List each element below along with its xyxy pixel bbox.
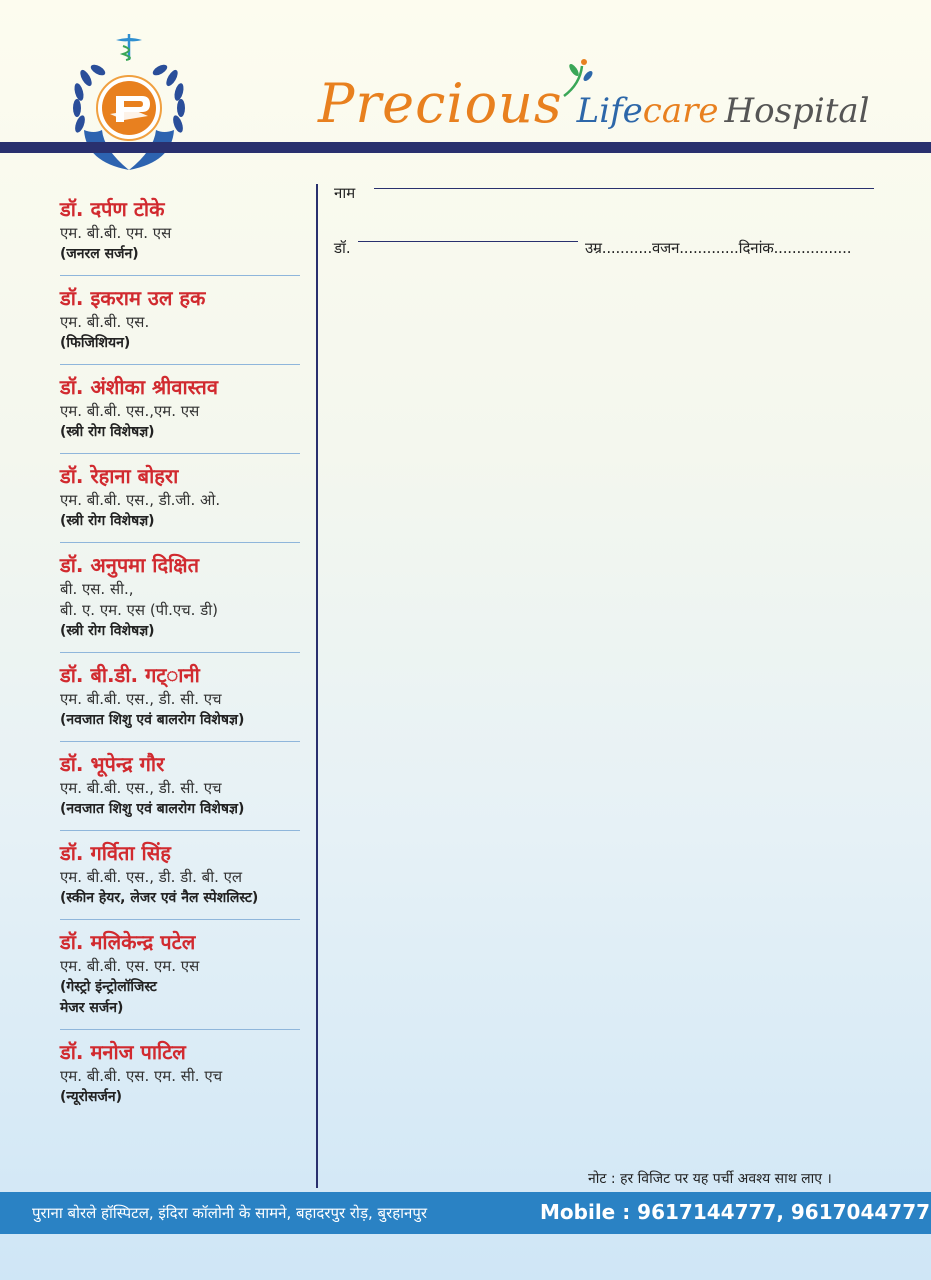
doctor-qualification: एम. बी.बी. एस.,एम. एस <box>60 402 200 420</box>
doctor-entry <box>60 839 300 920</box>
caduceus-icon <box>116 34 142 60</box>
brand-precious: Precious <box>318 72 563 135</box>
doctor-qualification: बी. एस. सी., <box>60 580 134 598</box>
patient-name-field[interactable] <box>374 188 874 189</box>
hospital-logo <box>64 30 194 175</box>
doctor-qualification: एम. बी.बी. एम. एस <box>60 224 172 242</box>
doctor-entry <box>60 373 300 454</box>
brand-hospital: Hospital <box>724 91 870 131</box>
doctor-entry <box>60 284 300 365</box>
doctor-entry <box>60 195 300 276</box>
doctor-qualification: एम. बी.बी. एस., डी. डी. बी. एल <box>60 868 243 886</box>
doctor-entry <box>60 750 300 831</box>
doctor-name: डॉ. अनुपमा दिक्षित <box>60 553 200 577</box>
doctor-qualification: बी. ए. एम. एस (पी.एच. डी) <box>60 601 218 619</box>
header-divider-bar <box>0 142 931 153</box>
footer-mobile: Mobile : 9617144777, 9617044777 <box>540 1200 931 1224</box>
doctor-name: डॉ. रेहाना बोहरा <box>60 464 179 488</box>
brand-life: Life <box>576 91 643 131</box>
doctor-name: डॉ. मनोज पाटिल <box>60 1040 186 1064</box>
patient-name-label: नाम <box>334 184 356 202</box>
footer-bar <box>0 1192 931 1234</box>
leaf-swirl-icon <box>560 58 596 98</box>
doctor-specialty: (स्त्री रोग विशेषज्ञ) <box>60 513 155 529</box>
doctor-specialty: (न्यूरोसर्जन) <box>60 1089 123 1105</box>
doctor-qualification: एम. बी.बी. एस., डी.जी. ओ. <box>60 491 221 509</box>
doctor-label: डॉ. <box>334 239 351 257</box>
doctor-specialty: (नवजात शिशु एवं बालरोग विशेषज्ञ) <box>60 712 245 728</box>
doctor-entry <box>60 462 300 543</box>
doctor-name: डॉ. बी.डी. गट्‌ानी <box>60 663 200 687</box>
vertical-divider <box>316 184 318 1188</box>
doctor-specialty: (गेस्ट्रो इंन्ट्रोलॉजिस्ट मेजर सर्जन) <box>60 979 157 1016</box>
doctor-entry <box>60 661 300 742</box>
age-weight-date-fields[interactable]: उम्र...........वजन.............दिनांक................. <box>585 239 852 257</box>
doctor-specialty: (स्कीन हेयर, लेजर एवं नैल स्पेशलिस्ट) <box>60 890 259 906</box>
doctor-name: डॉ. भूपेन्द्र गौर <box>60 752 165 776</box>
visit-note: नोट : हर विजिट पर यह पर्ची अवश्य साथ लाए । <box>588 1171 832 1187</box>
footer-address: पुराना बोरले हॉस्पिटल, इंदिरा कॉलोनी के सामने, बहादरपुर रोड़, बुरहानपुर <box>32 1204 428 1222</box>
doctor-qualification: एम. बी.बी. एस. <box>60 313 150 331</box>
doctor-specialty: (स्त्री रोग विशेषज्ञ) <box>60 424 155 440</box>
brand-care: care <box>642 91 719 131</box>
doctor-entry <box>60 928 300 1030</box>
doctor-specialty: (नवजात शिशु एवं बालरोग विशेषज्ञ) <box>60 801 245 817</box>
doctor-qualification: एम. बी.बी. एस., डी. सी. एच <box>60 690 222 708</box>
doctor-name: डॉ. इकराम उल हक <box>60 286 206 310</box>
doctors-list <box>60 195 300 1126</box>
doctor-qualification: एम. बी.बी. एस. एम. एस <box>60 957 200 975</box>
doctor-qualification: एम. बी.बी. एस., डी. सी. एच <box>60 779 222 797</box>
doctor-entry <box>60 1038 300 1118</box>
doctor-field[interactable] <box>358 241 578 242</box>
doctor-specialty: (जनरल सर्जन) <box>60 246 139 262</box>
doctor-qualification: एम. बी.बी. एस. एम. सी. एच <box>60 1067 223 1085</box>
doctor-name: डॉ. गर्विता सिंह <box>60 841 171 865</box>
doctor-name: डॉ. अंशीका श्रीवास्तव <box>60 375 218 399</box>
doctor-specialty: (फिजिशियन) <box>60 335 131 351</box>
doctor-specialty: (स्त्री रोग विशेषज्ञ) <box>60 623 155 639</box>
doctor-name: डॉ. मलिकेन्द्र पटेल <box>60 930 196 954</box>
doctor-entry <box>60 551 300 653</box>
doctor-name: डॉ. दर्पण टोके <box>60 197 165 221</box>
